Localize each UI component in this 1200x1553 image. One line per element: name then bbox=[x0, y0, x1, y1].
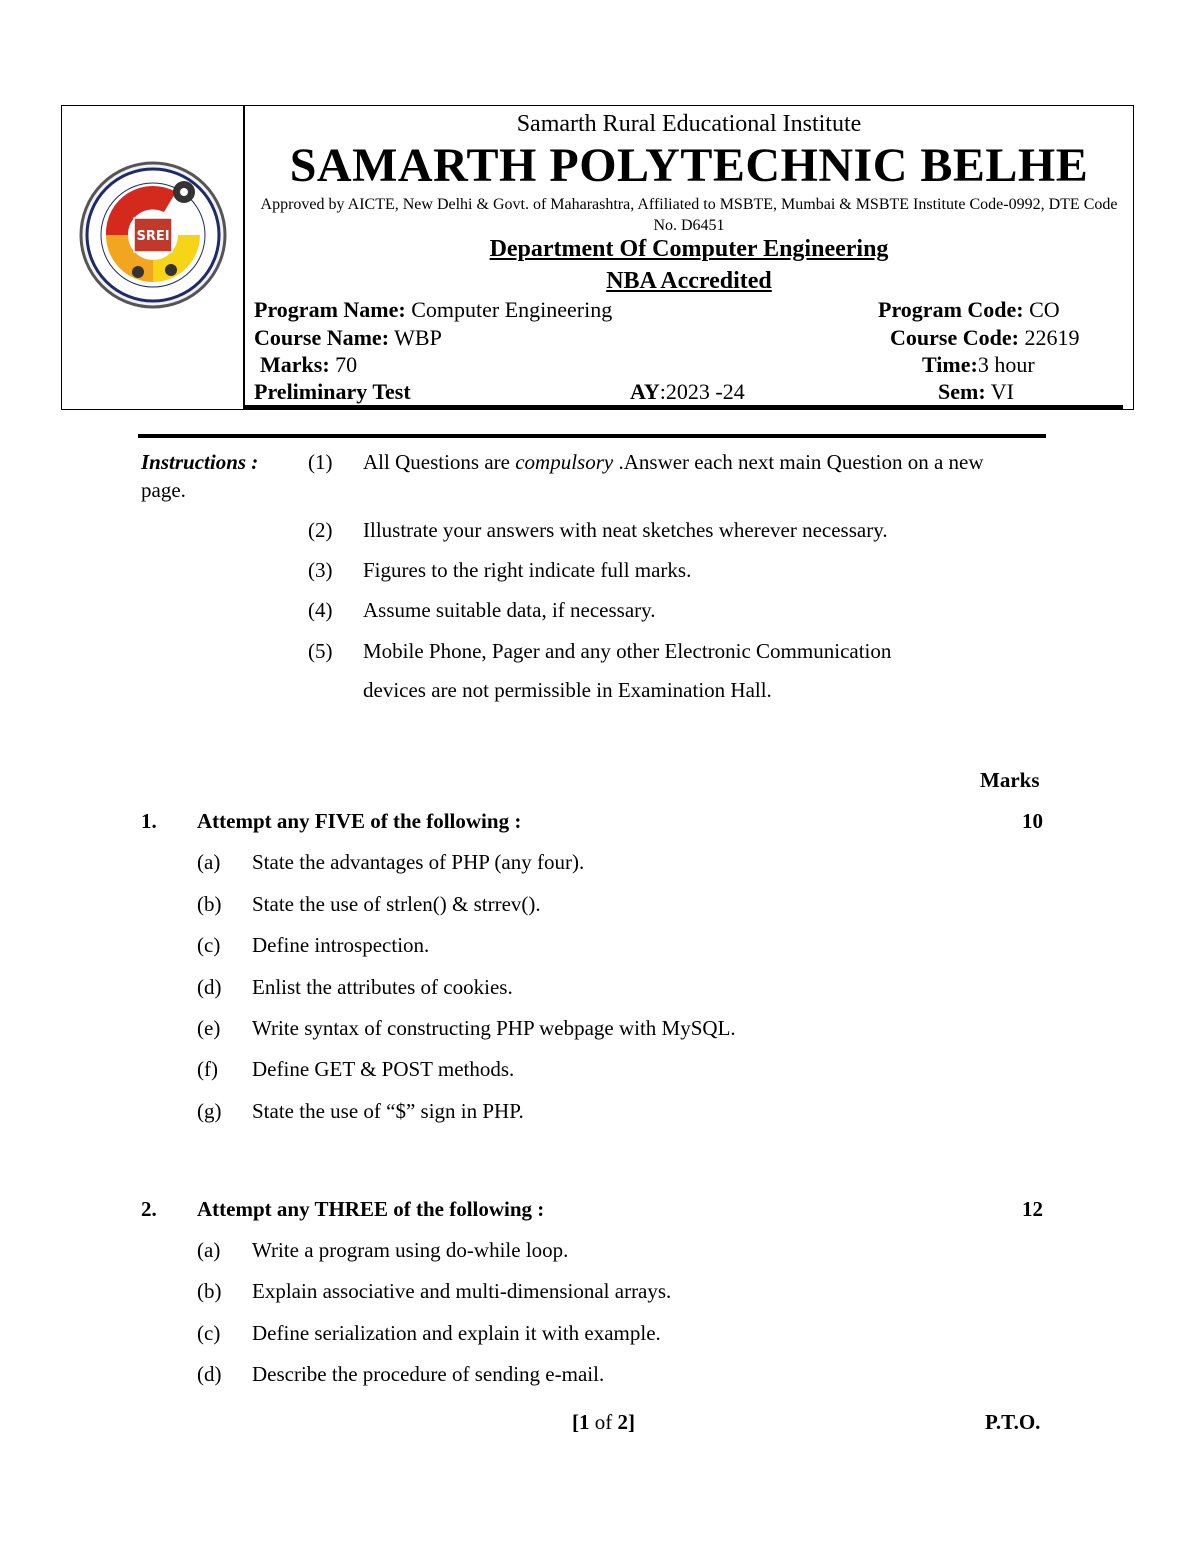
q1-sub-text: Enlist the attributes of cookies. bbox=[252, 975, 513, 999]
page-of: of bbox=[589, 1410, 618, 1434]
institute-name: Samarth Rural Educational Institute bbox=[516, 111, 862, 137]
course-code-value: 22619 bbox=[1024, 325, 1080, 350]
sem-row bbox=[938, 379, 1014, 405]
ay-label: AY bbox=[630, 379, 660, 404]
page-open-bracket: [ bbox=[572, 1410, 579, 1434]
marks-row bbox=[260, 352, 357, 378]
course-code-label: Course Code: bbox=[890, 325, 1019, 350]
course-name-value: WBP bbox=[394, 325, 442, 350]
instruction-1-cont: page. bbox=[141, 478, 186, 502]
instruction-2-text: Illustrate your answers with neat sketches wherever necessary. bbox=[363, 518, 888, 542]
header-bottom-rule bbox=[243, 405, 1123, 409]
page-number bbox=[572, 1410, 635, 1435]
q1-sub-text: State the use of strlen() & strrev(). bbox=[252, 892, 541, 916]
separator-rule bbox=[138, 434, 1046, 438]
time-row bbox=[922, 352, 1035, 378]
q2-sub-text: Write a program using do-while loop. bbox=[252, 1238, 569, 1262]
program-name-label: Program Name: bbox=[254, 297, 406, 322]
question-2-number: 2. bbox=[141, 1197, 157, 1221]
question-1-marks: 10 bbox=[1022, 809, 1043, 833]
q1-sub-label: (c) bbox=[197, 933, 221, 957]
q1-sub-text: State the use of “$” sign in PHP. bbox=[252, 1099, 524, 1123]
instruction-4-num: (4) bbox=[308, 598, 333, 622]
college-name: SAMARTH POLYTECHNIC BELHE bbox=[289, 139, 1089, 192]
q2-sub-label: (d) bbox=[197, 1362, 222, 1386]
instruction-1-text bbox=[363, 450, 984, 475]
q1-sub-label: (b) bbox=[197, 892, 222, 916]
q1-sub-label: (a) bbox=[197, 850, 221, 874]
test-name bbox=[254, 379, 411, 405]
program-code-row bbox=[878, 297, 1060, 323]
q2-sub-label: (b) bbox=[197, 1279, 222, 1303]
q2-sub-text: Define serialization and explain it with example. bbox=[252, 1321, 661, 1345]
time-value: 3 hour bbox=[977, 352, 1035, 377]
page-current: 1 bbox=[579, 1410, 590, 1434]
instruction-4-text: Assume suitable data, if necessary. bbox=[363, 598, 656, 622]
ay-value: :2023 -24 bbox=[659, 379, 745, 404]
course-code-row bbox=[890, 325, 1079, 351]
test-name-label: Preliminary Test bbox=[254, 379, 411, 404]
accreditation: NBA Accredited bbox=[606, 268, 772, 294]
program-code-label: Program Code: bbox=[878, 297, 1024, 322]
instruction-3-num: (3) bbox=[308, 558, 333, 582]
pto-label: P.T.O. bbox=[985, 1410, 1041, 1434]
q1-sub-text: Define introspection. bbox=[252, 933, 430, 957]
sem-label: Sem: bbox=[938, 379, 986, 404]
marks-heading: Marks bbox=[980, 768, 1040, 792]
q1-sub-label: (d) bbox=[197, 975, 222, 999]
sem-value: VI bbox=[990, 379, 1014, 404]
instruction-5-cont: devices are not permissible in Examination Hall. bbox=[363, 678, 772, 702]
ay-row bbox=[630, 379, 745, 405]
instruction-2-num: (2) bbox=[308, 518, 333, 542]
approval-text: Approved by AICTE, New Delhi & Govt. of Maharashtra, Affiliated to MSBTE, Mumbai & MSBTE Institute Code-0992, DTE Code No. D6451 bbox=[260, 196, 1118, 234]
program-name-row bbox=[254, 297, 612, 323]
question-2-marks: 12 bbox=[1022, 1197, 1043, 1221]
marks-label: Marks: bbox=[260, 352, 330, 377]
instructions-label: Instructions : bbox=[141, 450, 259, 474]
q1-sub-text: State the advantages of PHP (any four). bbox=[252, 850, 585, 874]
q2-sub-text: Explain associative and multi-dimensional arrays. bbox=[252, 1279, 672, 1303]
q2-sub-text: Describe the procedure of sending e-mail. bbox=[252, 1362, 605, 1386]
q2-sub-label: (a) bbox=[197, 1238, 221, 1262]
q1-sub-label: (f) bbox=[197, 1057, 218, 1081]
instruction-5-num: (5) bbox=[308, 639, 333, 663]
question-2-title: Attempt any THREE of the following : bbox=[197, 1197, 545, 1221]
program-code-value: CO bbox=[1029, 297, 1060, 322]
logo-text: SREI bbox=[136, 229, 170, 244]
question-1-number: 1. bbox=[141, 809, 157, 833]
q1-sub-text: Write syntax of constructing PHP webpage with MySQL. bbox=[252, 1016, 736, 1040]
instruction-1-emphasis: compulsory bbox=[515, 450, 614, 474]
time-label: Time: bbox=[922, 352, 978, 377]
q1-sub-label: (g) bbox=[197, 1099, 222, 1123]
department-name: Department Of Computer Engineering bbox=[489, 236, 889, 262]
page-total: 2] bbox=[617, 1410, 635, 1434]
instruction-1-text-b: .Answer each next main Question on a new bbox=[613, 450, 984, 474]
program-name-value: Computer Engineering bbox=[411, 297, 613, 322]
q1-sub-label: (e) bbox=[197, 1016, 221, 1040]
instruction-1-num: (1) bbox=[308, 450, 333, 474]
instruction-3-text: Figures to the right indicate full marks. bbox=[363, 558, 692, 582]
course-name-row bbox=[254, 325, 442, 351]
q2-sub-label: (c) bbox=[197, 1321, 221, 1345]
course-name-label: Course Name: bbox=[254, 325, 390, 350]
instruction-5-text: Mobile Phone, Pager and any other Electronic Communication bbox=[363, 639, 892, 663]
instruction-1-text-a: All Questions are bbox=[363, 450, 516, 474]
college-logo bbox=[76, 160, 231, 310]
marks-value: 70 bbox=[335, 352, 358, 377]
q1-sub-text: Define GET & POST methods. bbox=[252, 1057, 515, 1081]
question-1-title: Attempt any FIVE of the following : bbox=[197, 809, 522, 833]
